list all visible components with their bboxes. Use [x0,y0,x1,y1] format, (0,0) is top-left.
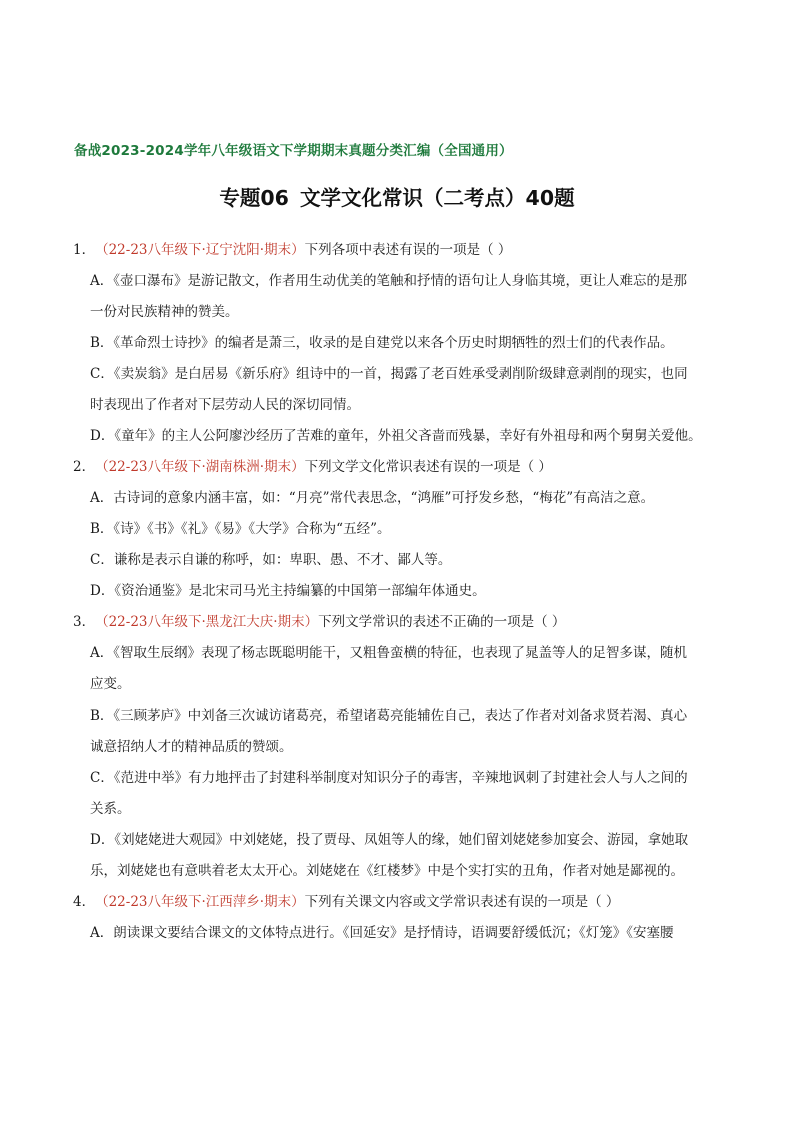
question-1-line: A．《壶口瀑布》是游记散文，作者用生动优美的笔触和抒情的语句让人身临其境，更让人难忘的是那 [90,273,687,289]
question-number: 4． [73,894,96,910]
question-3-line: 应变。 [90,676,131,692]
question-2-line: B．《诗》《书》《礼》《易》《大学》合称为“五经”。 [90,521,391,537]
question-3-line: 关系。 [90,801,131,817]
question-source: （22-23八年级下·湖南株洲·期末） [95,459,305,475]
question-1-line: D．《童年》的主人公阿廖沙经历了苦难的童年，外祖父吝啬而残暴，幸好有外祖母和两个舅舅关爱他。 [90,428,702,444]
question-1-line: C．《卖炭翁》是白居易《新乐府》组诗中的一首，揭露了老百姓承受剥削阶级肆意剥削的现实，也同 [90,366,688,382]
question-3-line: C．《范进中举》有力地抨击了封建科举制度对知识分子的毒害，辛辣地讽刺了封建社会人与人之间的 [90,770,688,786]
series-header: 备战2023-2024学年八年级语文下学期期末真题分类汇编（全国通用） [74,143,513,159]
question-3-line: A．《智取生辰纲》表现了杨志既聪明能干，又粗鲁蛮横的特征，也表现了晁盖等人的足智多谋，随机 [90,645,687,661]
question-1-stem [73,238,511,258]
question-2-line: D．《资治通鉴》是北宋司马光主持编纂的中国第一部编年体通史。 [90,583,486,599]
question-1-line: 一份对民族精神的赞美。 [90,304,239,320]
question-source: （22-23八年级下·江西萍乡·期末） [95,894,305,910]
question-1-line: 时表现出了作者对下层劳动人民的深切同情。 [90,397,360,413]
question-source: （22-23八年级下·辽宁沈阳·期末） [95,242,305,258]
question-text: 下列文学常识的表述不正确的一项是（ ） [318,614,566,630]
question-text: 下列各项中表述有误的一项是（ ） [304,242,512,258]
question-3-stem [73,610,565,630]
question-text: 下列有关课文内容或文学常识表述有误的一项是（ ） [304,894,620,910]
question-number: 3． [73,614,96,630]
question-3-line: 乐，刘姥姥也有意哄着老太太开心。刘姥姥在《红楼梦》中是个实打实的丑角，作者对她是鄙视的。 [90,863,684,879]
question-2-line: C．谦称是表示自谦的称呼，如：卑职、愚、不才、鄙人等。 [90,552,452,568]
question-3-line: 诚意招纳人才的精神品质的赞颂。 [90,739,293,755]
question-text: 下列文学文化常识表述有误的一项是（ ） [304,459,552,475]
question-number: 1． [73,242,96,258]
question-3-line: D．《刘姥姥进大观园》中刘姥姥，投了贾母、凤姐等人的缘，她们留刘姥姥参加宴会、游园，拿她取 [90,832,689,848]
question-3-line: B．《三顾茅庐》中刘备三次诚访诸葛亮，希望诸葛亮能辅佐自己，表达了作者对刘备求贤若渴、真心 [90,708,688,724]
question-2-stem [73,455,552,475]
question-number: 2． [73,459,96,475]
question-4-line: A．朗读课文要结合课文的文体特点进行。《回延安》是抒情诗，语调要舒缓低沉；《灯笼》《安塞腰 [90,925,674,941]
question-2-line: A．古诗词的意象内涵丰富，如：“月亮”常代表思念，“鸿雁”可抒发乡愁，“梅花”有高洁之意。 [90,490,655,506]
question-source: （22-23八年级下·黑龙江大庆·期末） [95,614,319,630]
question-1-line: B．《革命烈士诗抄》的编者是萧三，收录的是自建党以来各个历史时期牺牲的烈士们的代表作品。 [90,335,674,351]
question-4-stem [73,890,619,910]
page-title: 专题06 文学文化常识（二考点）40题 [219,186,575,210]
